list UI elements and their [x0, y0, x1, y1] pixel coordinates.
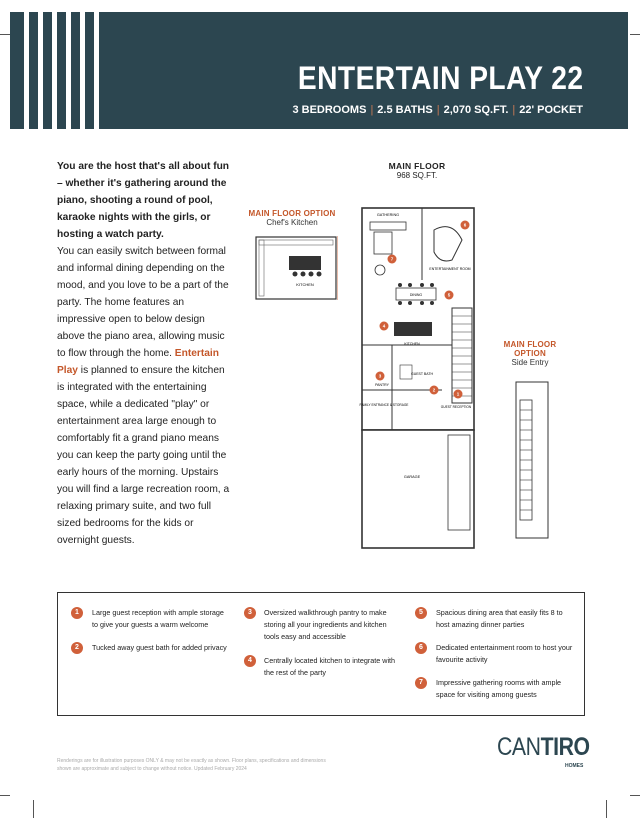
- room-label: PANTRY: [375, 383, 389, 387]
- intro-lead: You are the host that's all about fun – whether it's gathering around the piano, shooting a round of pool, karaoke nights with the girls, or hosting a watch party.: [57, 161, 230, 240]
- main-floor-heading: MAIN FLOOR: [388, 161, 446, 171]
- logo-subtext: HOMES: [565, 763, 584, 769]
- decorative-stripe: [94, 12, 99, 129]
- room-label: GATHERING: [376, 213, 400, 217]
- room-label: GUEST RECEPTION: [440, 405, 472, 409]
- feature-text: Oversized walkthrough pantry to make storing all your ingredients and kitchen tools easy and accessible: [264, 608, 387, 641]
- feature-number-badge: 2: [71, 642, 83, 654]
- option-name: Chef's Kitchen: [266, 218, 318, 227]
- decorative-stripe: [52, 12, 57, 129]
- option-chef-label: [242, 209, 342, 227]
- room-label: GUEST BATH: [410, 372, 434, 376]
- feature-number-badge: 7: [415, 677, 427, 689]
- page-title: ENTERTAIN PLAY 22: [297, 60, 583, 96]
- crop-mark: [630, 795, 640, 796]
- room-label: KITCHEN: [296, 282, 314, 287]
- divider: |: [436, 104, 440, 116]
- header-banner: [10, 12, 628, 129]
- plan-marker-number: 3: [378, 373, 382, 379]
- feature-text: Spacious dining area that easily fits 8 to host amazing dinner parties: [436, 608, 563, 629]
- intro-text: [57, 158, 232, 549]
- feature-number-badge: 3: [244, 607, 256, 619]
- feature-text: Large guest reception with ample storage to give your guests a warm welcome: [92, 608, 224, 629]
- spec-sqft: 2,070 SQ.FT.: [443, 104, 509, 116]
- feature-number-badge: 6: [415, 642, 427, 654]
- feature-text: Centrally located kitchen to integrate with the rest of the party: [264, 656, 396, 677]
- divider: |: [512, 104, 516, 116]
- side-entry-plan: [514, 380, 550, 540]
- chef-kitchen-plan: [255, 236, 337, 300]
- logo-wordmark: [497, 733, 590, 762]
- main-floor-plan: [352, 200, 482, 555]
- main-floor-label: [372, 161, 462, 180]
- features-box: [57, 592, 585, 716]
- home-specs: [292, 104, 583, 116]
- plan-marker-number: 7: [390, 256, 394, 262]
- decorative-stripe: [38, 12, 43, 129]
- option-heading: MAIN FLOOR OPTION: [248, 209, 336, 218]
- spec-pocket: 22' POCKET: [519, 104, 583, 116]
- crop-mark: [630, 34, 640, 35]
- spec-bedrooms: 3 BEDROOMS: [292, 104, 367, 116]
- option-name: Side Entry: [511, 358, 549, 367]
- divider: |: [370, 104, 374, 116]
- feature-text: Tucked away guest bath for added privacy: [92, 643, 227, 652]
- decorative-stripe: [80, 12, 85, 129]
- crop-mark: [606, 800, 607, 818]
- logo-word: CAN: [497, 733, 541, 761]
- plan-marker-number: 4: [382, 323, 386, 329]
- feature-text: Impressive gathering rooms with ample space for visiting among guests: [436, 678, 562, 699]
- room-label: GARAGE: [403, 475, 421, 479]
- main-floor-area: 968 SQ.FT.: [396, 171, 438, 180]
- crop-mark: [0, 795, 10, 796]
- plan-marker-number: 2: [432, 387, 436, 393]
- option-heading: OPTION: [514, 349, 546, 358]
- plan-marker-number: 1: [456, 391, 460, 397]
- logo-word-bold: TIRO: [540, 733, 590, 761]
- room-label: ENTERTAINMENT ROOM: [429, 267, 471, 271]
- disclaimer-text: Renderings are for illustration purposes ONLY & may not be exactly as shown. Floor plans, specifications and dimensions shown are approximate and subject to change without notice. Updated February 2024: [57, 758, 326, 772]
- decorative-stripe: [66, 12, 71, 129]
- crop-mark: [33, 800, 34, 818]
- room-label: KITCHEN: [404, 342, 420, 346]
- plan-marker-number: 6: [463, 222, 467, 228]
- feature-number-badge: 1: [71, 607, 83, 619]
- intro-body: You can easily switch between formal and informal dining depending on the mood, and you love to be a part of the party. The home features an impressive open to below design above the piano area, allowing music to flow through the home.: [57, 246, 229, 359]
- feature-text: Dedicated entertainment room to host your favourite activity: [436, 643, 573, 664]
- room-label: DINING: [409, 293, 423, 297]
- option-side-entry-label: [490, 340, 570, 367]
- intro-body-cont: is planned to ensure the kitchen is integrated with the entertaining space, while a dedicated "play" or entertainment area large enough to comfortably fit a grand piano means you can keep the party going until the early hours of the morning. Upstairs you will find a large recreation room, a relaxing primary suite, and two full sized bedrooms for the kids or overnight guests.: [57, 365, 230, 546]
- decorative-stripe: [24, 12, 29, 129]
- feature-number-badge: 5: [415, 607, 427, 619]
- feature-number-badge: 4: [244, 655, 256, 667]
- spec-baths: 2.5 BATHS: [377, 104, 433, 116]
- plan-name: Entertain Play: [57, 348, 219, 376]
- room-label: FAMILY ENTRANCE & STORAGE: [359, 403, 409, 407]
- option-heading: MAIN FLOOR: [503, 340, 557, 349]
- plan-marker-number: 5: [447, 292, 451, 298]
- cantiro-logo: [497, 733, 590, 769]
- crop-mark: [0, 34, 10, 35]
